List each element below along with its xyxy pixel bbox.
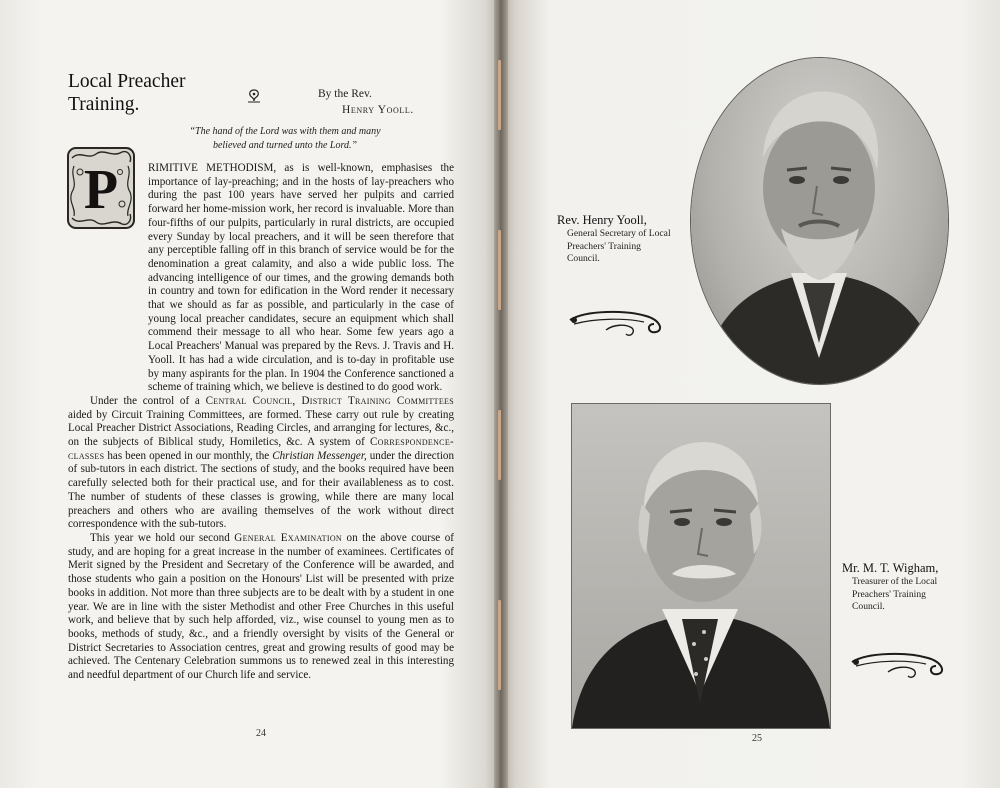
scroll-flourish-icon xyxy=(848,642,952,682)
epigraph xyxy=(150,125,420,153)
article-body xyxy=(68,162,454,683)
title-line-1: Local Preacher xyxy=(68,71,186,92)
binding-thread xyxy=(498,410,501,480)
binding-thread xyxy=(498,60,501,130)
book-gutter xyxy=(494,0,508,788)
caption-m-t-wigham xyxy=(842,560,972,614)
page-number-right: 25 xyxy=(752,733,762,744)
caption-henry-yooll xyxy=(557,212,692,266)
epigraph-line-2: believed and turned unto the Lord.” xyxy=(212,140,358,151)
portrait-henry-yooll xyxy=(691,58,948,384)
p2-smallcaps-2: Correspondence-classes xyxy=(68,436,454,462)
caption1-role-line-2: Preachers' Training xyxy=(567,240,641,252)
article-title xyxy=(68,70,185,116)
byline-author: Henry Yooll. xyxy=(342,104,414,116)
caption1-role-line-1: General Secretary of Local xyxy=(567,228,671,239)
paragraph-1 xyxy=(148,162,454,395)
binding-thread xyxy=(498,230,501,310)
portrait-image xyxy=(691,58,948,384)
caption2-role-line-1: Treasurer of the Local xyxy=(852,576,938,587)
p3-b: on the above course of study, and are hoping for a great increase in the number of examinees. Certificates of Merit signed by the President and Secretary of the Conference will be awarded, and those students who gain a position on the Honours' List will be presented with prize books in addition. Not more than three subjects are to be dealt with by a student in one year. We are in line with the sister Methodist and other Free Churches in this useful work, and believe that by such help afforded, viz., wise counsel to young men as to books, methods of study, &c., and a friendly oversight by visits of the General or District Secretaries to Association centres, great and growing results of good may be achieved. The Centenary Celebration summons us to renewed zeal in this interesting and needful department of our Church life and service. xyxy=(68,531,455,682)
p2-smallcaps-1: Central Council, District Training Committees xyxy=(205,394,454,407)
portrait-image xyxy=(572,404,830,728)
p1-lead: RIMITIVE METHODISM, xyxy=(148,162,277,174)
caption2-name: Mr. M. T. Wigham, xyxy=(842,561,939,575)
page-number-left: 24 xyxy=(256,728,266,739)
paragraph-2 xyxy=(68,395,454,532)
p1-text: as is well-known, emphasises the importance of lay-preaching; and in the hosts of lay-preachers who during the past 100 years have served her pulpits and carried forward her home-mission work, her record is invaluable. More than four-fifths of our pulpits, particularly in rural districts, are occupied every Sunday by local preachers, and it will be seen therefore that any perceptible falling off in this branch of service would be for the denomination a great calamity, and also a wide public loss. The advancing intelligence of our times, and the growing demands both in country and town for edification in the Word render it necessary that we should as far as possible, and particularly in the case of young local preacher candidates, secure an equipment which shall commend their message to all who hear. Some few years ago a Local Preachers' Manual was prepared by the Revs. J. Travis and H. Yooll. It has had a wide circulation, and is to-day in profitable use by many aspirants for the plan. In 1904 the Conference sanctioned a scheme of training which, we believe is destined to do good work. xyxy=(148,162,454,394)
epigraph-line-1: “The hand of the Lord was with them and many xyxy=(189,126,381,137)
portrait-m-t-wigham xyxy=(572,404,830,728)
byline-prefix: By the Rev. xyxy=(318,88,372,100)
fleuron-ornament-icon xyxy=(245,88,263,104)
binding-thread xyxy=(498,600,501,690)
p2-d: under the direction of sub-tutors in each district. The sections of study, and the books required have been carefully selected both for their practical use, and for their availableness as to cost. The number of students of these classes is growing, while there are many local preachers and others who are availing themselves of the work without direct correspondence with the sub-tutors. xyxy=(68,449,454,531)
paragraph-3 xyxy=(68,532,454,683)
p2-italic: Christian Messenger, xyxy=(272,449,367,462)
byline xyxy=(318,86,414,118)
caption1-name: Rev. Henry Yooll, xyxy=(557,213,647,227)
dropcap-letter: P xyxy=(83,159,119,221)
p2-b: aided by Circuit Training Committees, are formed. These carry out rule by creating Local Preacher District Associations, Reading Circles, and arranging for lectures, &c., on the subjects of Biblical study, Homiletics, &c. A system of xyxy=(68,408,454,449)
p2-c: has been opened in our monthly, the xyxy=(107,449,270,462)
p3-a: This year we hold our second xyxy=(90,531,230,544)
caption2-role-line-3: Council. xyxy=(852,601,885,613)
p3-smallcaps: General Examination xyxy=(234,531,342,544)
p2-a: Under the control of a xyxy=(90,394,200,407)
title-line-2: Training. xyxy=(68,94,140,115)
caption2-role-line-2: Preachers' Training xyxy=(852,588,926,600)
scroll-flourish-icon xyxy=(566,300,670,340)
caption1-role-line-3: Council. xyxy=(567,253,600,265)
